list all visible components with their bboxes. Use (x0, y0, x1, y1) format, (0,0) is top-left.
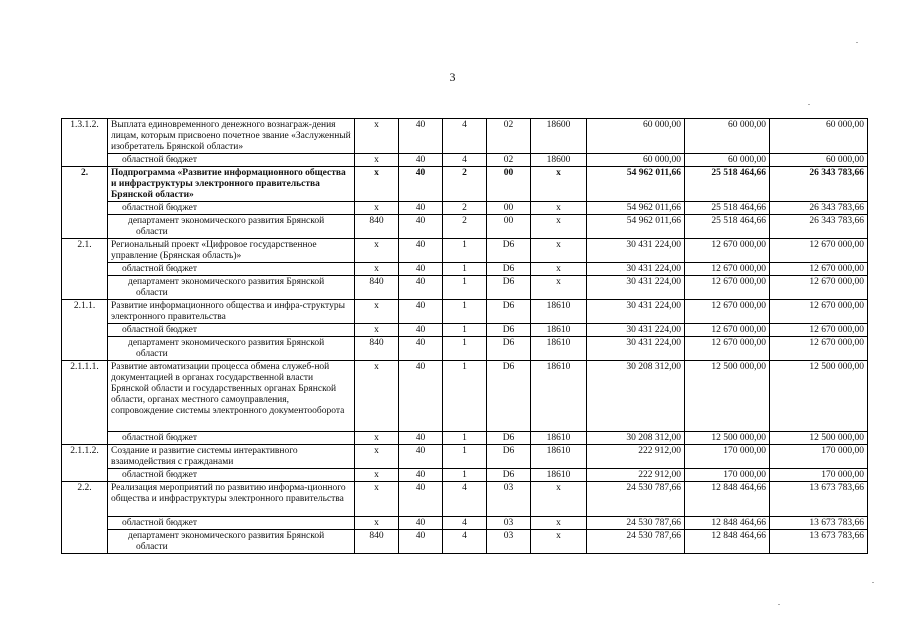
amount-year-2: 12 670 000,00 (685, 239, 770, 263)
grbs-code: х (355, 202, 399, 215)
program-code: D6 (487, 361, 531, 432)
row-name: областной бюджет (108, 432, 355, 445)
amount-year-1: 30 431 224,00 (587, 239, 685, 263)
table-row (62, 530, 868, 554)
amount-year-1: 30 431 224,00 (587, 276, 685, 300)
amount-year-2: 25 518 464,66 (685, 215, 770, 239)
section-code: 40 (399, 432, 443, 445)
amount-year-3: 12 500 000,00 (770, 361, 868, 432)
direction-code: х (531, 239, 587, 263)
row-number (62, 215, 108, 239)
row-number (62, 432, 108, 445)
section-code: 40 (399, 202, 443, 215)
amount-year-2: 12 500 000,00 (685, 432, 770, 445)
direction-code: х (531, 215, 587, 239)
program-code: D6 (487, 432, 531, 445)
section-code: 40 (399, 119, 443, 154)
program-code: D6 (487, 276, 531, 300)
amount-year-1: 24 530 787,66 (587, 517, 685, 530)
table-row (62, 202, 868, 215)
amount-year-3: 13 673 783,66 (770, 482, 868, 517)
section-code: 40 (399, 167, 443, 202)
amount-year-3: 12 670 000,00 (770, 239, 868, 263)
table-row (62, 167, 868, 202)
table-row (62, 445, 868, 469)
table-row (62, 337, 868, 361)
amount-year-2: 12 670 000,00 (685, 276, 770, 300)
amount-year-2: 12 670 000,00 (685, 337, 770, 361)
subsection-code: 4 (443, 482, 487, 517)
amount-year-2: 12 848 464,66 (685, 517, 770, 530)
amount-year-3: 12 670 000,00 (770, 300, 868, 324)
grbs-code: х (355, 324, 399, 337)
subsection-code: 4 (443, 119, 487, 154)
program-code: D6 (487, 324, 531, 337)
amount-year-2: 25 518 464,66 (685, 167, 770, 202)
row-number: 1.3.1.2. (62, 119, 108, 154)
subsection-code: 1 (443, 324, 487, 337)
row-name: областной бюджет (108, 263, 355, 276)
subsection-code: 2 (443, 215, 487, 239)
program-code: D6 (487, 300, 531, 324)
grbs-code: 840 (355, 337, 399, 361)
program-code: D6 (487, 337, 531, 361)
table-row (62, 324, 868, 337)
amount-year-3: 26 343 783,66 (770, 215, 868, 239)
amount-year-2: 12 500 000,00 (685, 361, 770, 432)
section-code: 40 (399, 482, 443, 517)
program-code: 02 (487, 119, 531, 154)
section-code: 40 (399, 300, 443, 324)
amount-year-3: 12 670 000,00 (770, 276, 868, 300)
grbs-code: х (355, 154, 399, 167)
row-number: 2. (62, 167, 108, 202)
row-name: Выплата единовременного денежного вознаграж-дения лицам, которым присвоено почетное звание «Заслуженный изобретатель Брянской области» (108, 119, 355, 154)
table-row (62, 469, 868, 482)
program-code: D6 (487, 263, 531, 276)
grbs-code: х (355, 517, 399, 530)
amount-year-1: 30 431 224,00 (587, 337, 685, 361)
direction-code: 18610 (531, 300, 587, 324)
program-code: 00 (487, 202, 531, 215)
row-name: областной бюджет (108, 469, 355, 482)
subsection-code: 4 (443, 154, 487, 167)
section-code: 40 (399, 530, 443, 554)
amount-year-3: 13 673 783,66 (770, 517, 868, 530)
amount-year-2: 60 000,00 (685, 154, 770, 167)
row-name: областной бюджет (108, 324, 355, 337)
scan-speck (872, 582, 874, 583)
amount-year-1: 24 530 787,66 (587, 530, 685, 554)
budget-table-body (62, 119, 868, 554)
amount-year-1: 222 912,00 (587, 469, 685, 482)
row-name: Региональный проект «Цифровое государственное управление (Брянская область)» (108, 239, 355, 263)
table-row (62, 215, 868, 239)
direction-code: х (531, 517, 587, 530)
row-number: 2.1.1. (62, 300, 108, 324)
grbs-code: х (355, 119, 399, 154)
grbs-code: х (355, 300, 399, 324)
row-name: Реализация мероприятий по развитию информа-ционного общества и инфраструктуры электронного правительства (108, 482, 355, 517)
row-number (62, 202, 108, 215)
scan-speck (778, 604, 780, 605)
scan-speck (808, 104, 810, 105)
direction-code: 18610 (531, 432, 587, 445)
program-code: 00 (487, 215, 531, 239)
section-code: 40 (399, 361, 443, 432)
row-name: Подпрограмма «Развитие информационного общества и инфраструктуры электронного правительства Брянской области» (108, 167, 355, 202)
amount-year-3: 60 000,00 (770, 154, 868, 167)
direction-code: х (531, 482, 587, 517)
direction-code: х (531, 167, 587, 202)
row-name: Создание и развитие системы интерактивного взаимодействия с гражданами (108, 445, 355, 469)
grbs-code: х (355, 432, 399, 445)
direction-code: 18610 (531, 361, 587, 432)
subsection-code: 4 (443, 530, 487, 554)
program-code: 03 (487, 482, 531, 517)
grbs-code: х (355, 167, 399, 202)
direction-code: 18610 (531, 337, 587, 361)
program-code: 00 (487, 167, 531, 202)
table-row (62, 432, 868, 445)
direction-code: х (531, 202, 587, 215)
subsection-code: 2 (443, 167, 487, 202)
row-number (62, 263, 108, 276)
section-code: 40 (399, 517, 443, 530)
amount-year-3: 26 343 783,66 (770, 202, 868, 215)
amount-year-2: 170 000,00 (685, 469, 770, 482)
amount-year-2: 12 848 464,66 (685, 530, 770, 554)
row-number (62, 154, 108, 167)
amount-year-2: 12 848 464,66 (685, 482, 770, 517)
grbs-code: х (355, 263, 399, 276)
page-number: 3 (449, 70, 456, 84)
section-code: 40 (399, 469, 443, 482)
row-name: областной бюджет (108, 154, 355, 167)
subsection-code: 1 (443, 337, 487, 361)
row-name: Развитие автоматизации процесса обмена служеб-ной документацией в органах государственной власти Брянской области и государственных органах Брянской области, органах местного самоуправления, сопровождение системы электронного документооборота (108, 361, 355, 432)
section-code: 40 (399, 215, 443, 239)
subsection-code: 4 (443, 517, 487, 530)
row-number: 2.1.1.2. (62, 445, 108, 469)
row-name: департамент экономического развития Брянской области (108, 337, 355, 361)
amount-year-3: 12 670 000,00 (770, 324, 868, 337)
subsection-code: 1 (443, 432, 487, 445)
direction-code: 18610 (531, 469, 587, 482)
direction-code: х (531, 276, 587, 300)
direction-code: х (531, 530, 587, 554)
scan-speck (856, 42, 858, 43)
amount-year-2: 12 670 000,00 (685, 300, 770, 324)
row-name: областной бюджет (108, 202, 355, 215)
subsection-code: 1 (443, 263, 487, 276)
table-row (62, 263, 868, 276)
amount-year-2: 60 000,00 (685, 119, 770, 154)
subsection-code: 2 (443, 202, 487, 215)
subsection-code: 1 (443, 300, 487, 324)
budget-table (61, 118, 868, 554)
program-code: D6 (487, 239, 531, 263)
table-row (62, 154, 868, 167)
grbs-code: 840 (355, 215, 399, 239)
subsection-code: 1 (443, 469, 487, 482)
section-code: 40 (399, 239, 443, 263)
amount-year-1: 54 962 011,66 (587, 202, 685, 215)
row-number (62, 324, 108, 337)
amount-year-1: 30 431 224,00 (587, 263, 685, 276)
amount-year-1: 54 962 011,66 (587, 167, 685, 202)
grbs-code: х (355, 239, 399, 263)
amount-year-1: 30 431 224,00 (587, 300, 685, 324)
direction-code: 18610 (531, 324, 587, 337)
section-code: 40 (399, 276, 443, 300)
direction-code: 18600 (531, 154, 587, 167)
program-code: 02 (487, 154, 531, 167)
table-row (62, 482, 868, 517)
amount-year-1: 222 912,00 (587, 445, 685, 469)
grbs-code: 840 (355, 530, 399, 554)
amount-year-1: 24 530 787,66 (587, 482, 685, 517)
table-row (62, 276, 868, 300)
subsection-code: 1 (443, 276, 487, 300)
amount-year-1: 30 431 224,00 (587, 324, 685, 337)
section-code: 40 (399, 324, 443, 337)
subsection-code: 1 (443, 239, 487, 263)
amount-year-2: 25 518 464,66 (685, 202, 770, 215)
table-row (62, 239, 868, 263)
program-code: D6 (487, 469, 531, 482)
row-name: департамент экономического развития Брянской области (108, 215, 355, 239)
row-number (62, 517, 108, 530)
amount-year-3: 12 670 000,00 (770, 337, 868, 361)
program-code: 03 (487, 530, 531, 554)
direction-code: 18600 (531, 119, 587, 154)
table-row (62, 517, 868, 530)
row-number (62, 469, 108, 482)
program-code: 03 (487, 517, 531, 530)
row-number: 2.2. (62, 482, 108, 517)
grbs-code: х (355, 482, 399, 517)
amount-year-3: 170 000,00 (770, 445, 868, 469)
row-number (62, 276, 108, 300)
amount-year-3: 26 343 783,66 (770, 167, 868, 202)
row-number: 2.1. (62, 239, 108, 263)
grbs-code: х (355, 469, 399, 482)
program-code: D6 (487, 445, 531, 469)
table-row (62, 361, 868, 432)
amount-year-3: 12 500 000,00 (770, 432, 868, 445)
amount-year-3: 60 000,00 (770, 119, 868, 154)
direction-code: 18610 (531, 445, 587, 469)
section-code: 40 (399, 154, 443, 167)
amount-year-1: 30 208 312,00 (587, 361, 685, 432)
section-code: 40 (399, 263, 443, 276)
section-code: 40 (399, 337, 443, 361)
amount-year-3: 13 673 783,66 (770, 530, 868, 554)
grbs-code: х (355, 361, 399, 432)
section-code: 40 (399, 445, 443, 469)
amount-year-1: 60 000,00 (587, 119, 685, 154)
grbs-code: 840 (355, 276, 399, 300)
row-name: Развитие информационного общества и инфра-структуры электронного правительства (108, 300, 355, 324)
direction-code: х (531, 263, 587, 276)
table-row (62, 300, 868, 324)
row-name: департамент экономического развития Брянской области (108, 276, 355, 300)
amount-year-3: 12 670 000,00 (770, 263, 868, 276)
amount-year-2: 170 000,00 (685, 445, 770, 469)
row-name: областной бюджет (108, 517, 355, 530)
amount-year-2: 12 670 000,00 (685, 263, 770, 276)
table-row (62, 119, 868, 154)
amount-year-1: 60 000,00 (587, 154, 685, 167)
grbs-code: х (355, 445, 399, 469)
amount-year-1: 54 962 011,66 (587, 215, 685, 239)
row-number (62, 530, 108, 554)
subsection-code: 1 (443, 361, 487, 432)
amount-year-1: 30 208 312,00 (587, 432, 685, 445)
subsection-code: 1 (443, 445, 487, 469)
row-number: 2.1.1.1. (62, 361, 108, 432)
row-name: департамент экономического развития Брянской области (108, 530, 355, 554)
amount-year-3: 170 000,00 (770, 469, 868, 482)
amount-year-2: 12 670 000,00 (685, 324, 770, 337)
row-number (62, 337, 108, 361)
